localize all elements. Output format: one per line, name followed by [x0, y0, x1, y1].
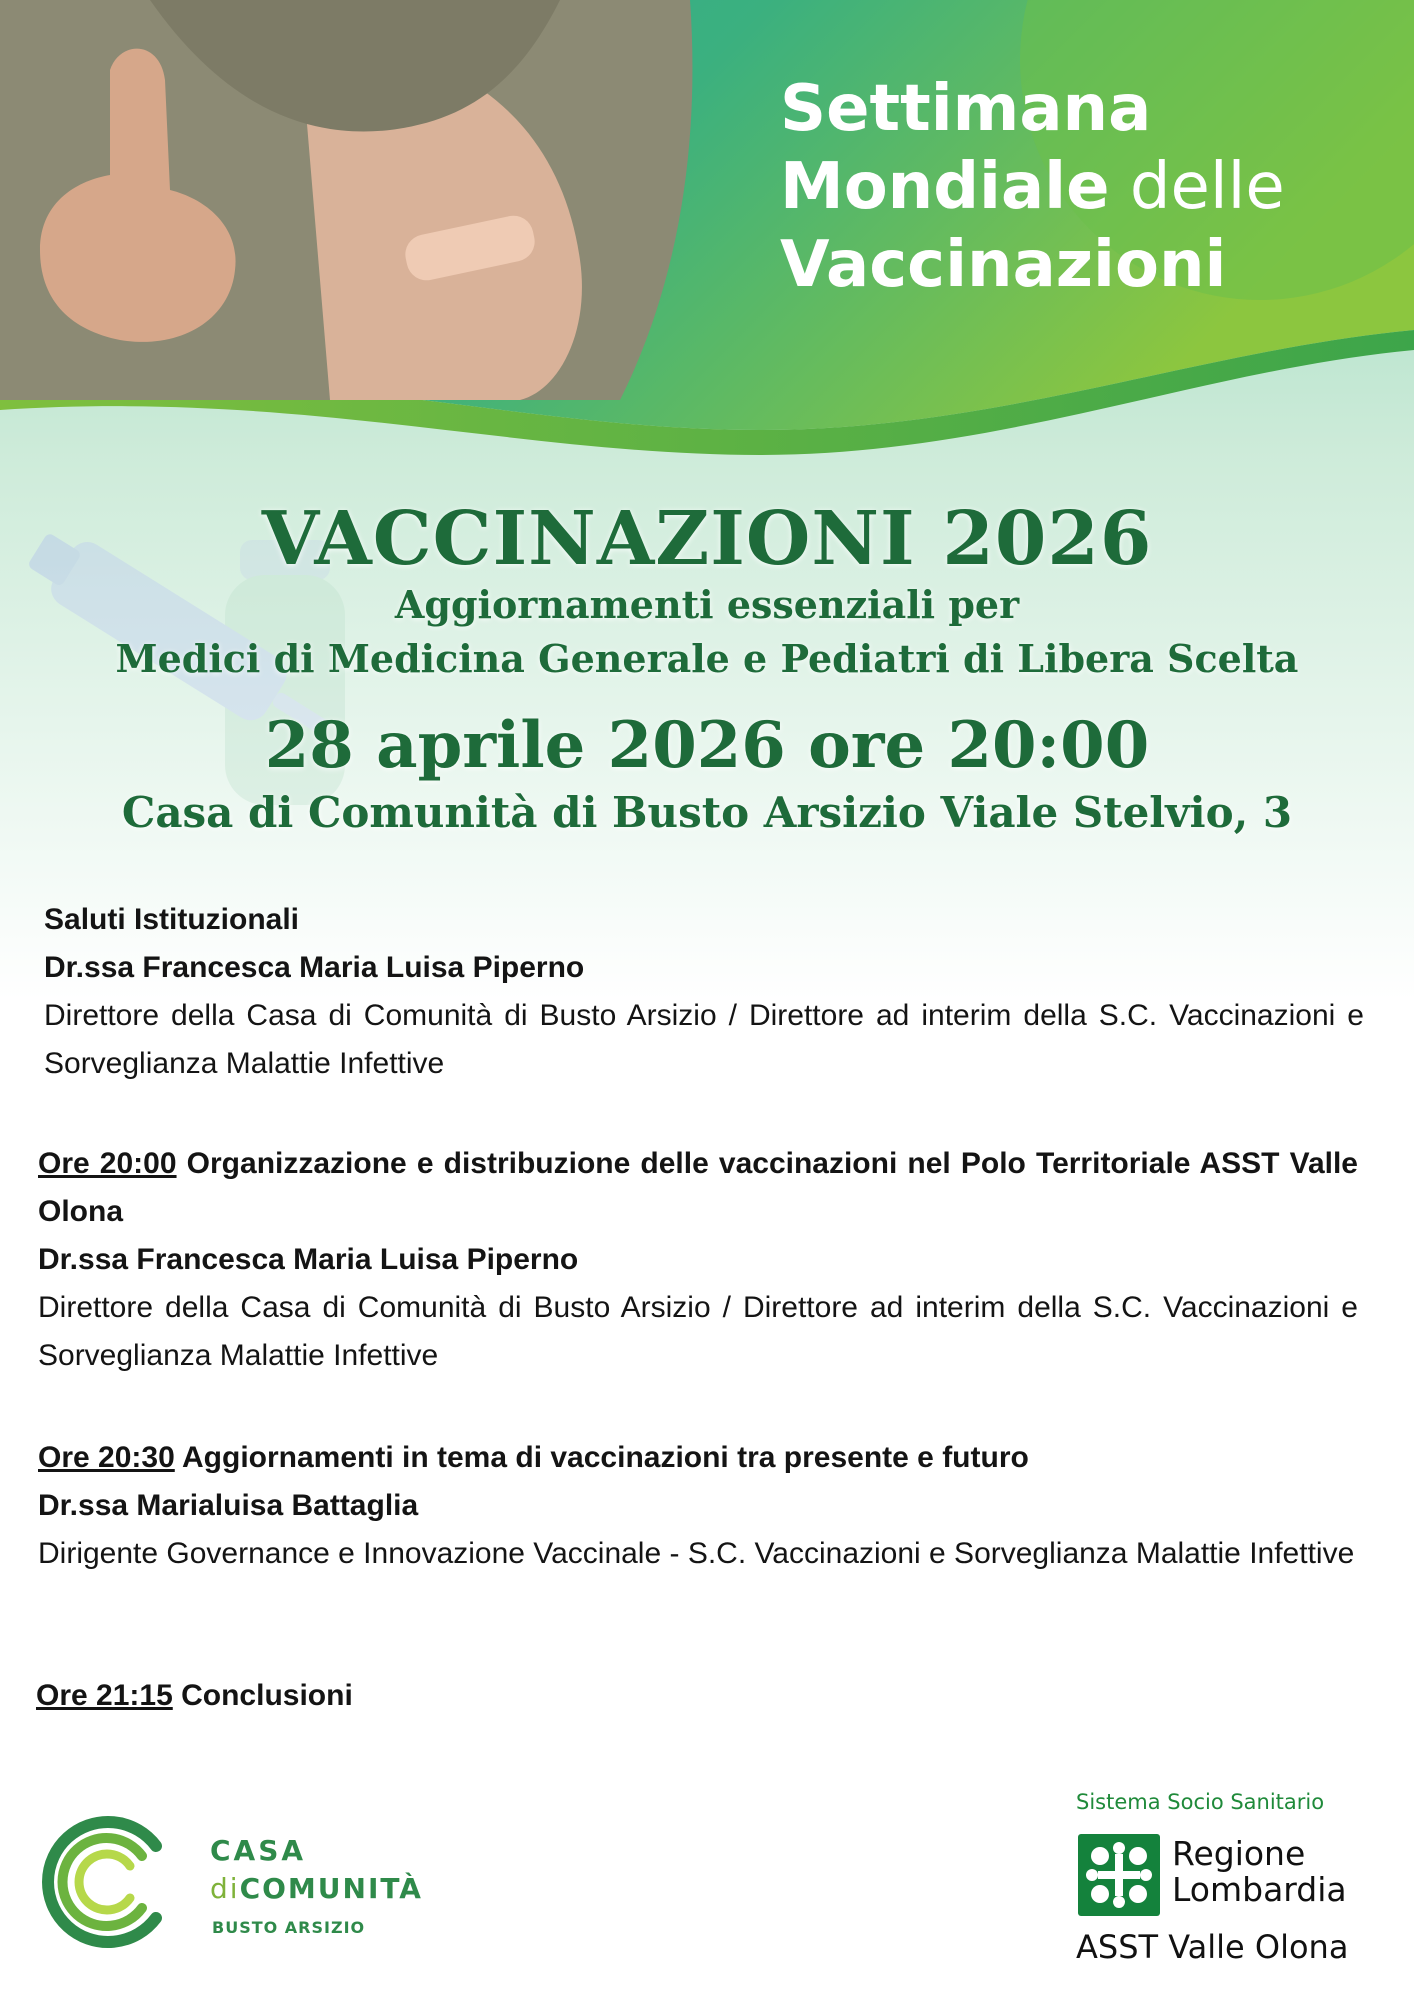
- event-date: 28 aprile 2026 ore 20:00: [264, 708, 1150, 783]
- item1-heading: [38, 1140, 1358, 1236]
- event-location: Casa di Comunità di Busto Arsizio Viale Stelvio, 3: [121, 788, 1293, 837]
- program-item-1: [38, 1140, 1358, 1380]
- item2-speaker-role: Dirigente Governance e Innovazione Vaccinale - S.C. Vaccinazioni e Sorveglianza Malattie Infettive: [38, 1537, 1355, 1570]
- campaign-title: [780, 70, 1285, 304]
- campaign-title-line1: Settimana: [780, 72, 1152, 146]
- item2-heading: [38, 1434, 1358, 1482]
- item2-speaker: Dr.ssa Marialuisa Battaglia: [38, 1489, 419, 1522]
- regione-name: [1172, 1836, 1347, 1908]
- casa-di-comunita-logo: [38, 1812, 423, 1952]
- item1-time: Ore 20:00: [38, 1147, 177, 1180]
- rosa-camuna-icon: [1078, 1834, 1160, 1916]
- regione-name-line2: Lombardia: [1172, 1870, 1347, 1909]
- item1-speaker-role: Direttore della Casa di Comunità di Busto Arsizio / Direttore ad interim della S.C. Vaccinazioni e Sorveglianza Malattie Infettive: [38, 1291, 1358, 1372]
- item3-topic: Conclusioni: [181, 1679, 353, 1712]
- item2-topic: Aggiornamenti in tema di vaccinazioni tra presente e futuro: [182, 1441, 1029, 1474]
- item1-speaker: Dr.ssa Francesca Maria Luisa Piperno: [38, 1243, 579, 1276]
- event-title: VACCINAZIONI 2026: [261, 496, 1153, 582]
- campaign-title-line3: Vaccinazioni: [780, 228, 1227, 302]
- intro-heading: Saluti Istituzionali: [44, 903, 300, 936]
- casa-logo-line2: [210, 1872, 423, 1905]
- asst-name: ASST Valle Olona: [1076, 1928, 1349, 1966]
- program-item-3: [36, 1672, 1356, 1720]
- regione-tagline: Sistema Socio Sanitario: [1076, 1790, 1325, 1814]
- campaign-title-line2: [780, 148, 1285, 226]
- vaccinated-arm-photo: [0, 0, 720, 400]
- intro-speaker: Dr.ssa Francesca Maria Luisa Piperno: [44, 951, 585, 984]
- program-item-2: [38, 1434, 1358, 1578]
- casa-logo-mark-icon: [38, 1812, 178, 1952]
- regione-name-line1: Regione: [1172, 1834, 1306, 1873]
- item3-heading: [36, 1672, 1356, 1720]
- casa-logo-comunita: COMUNITÀ: [239, 1872, 423, 1905]
- casa-logo-di: di: [210, 1872, 240, 1905]
- program-intro: [44, 896, 1364, 1088]
- intro-speaker-role: Direttore della Casa di Comunità di Busto Arsizio / Direttore ad interim della S.C. Vaccinazioni e Sorveglianza Malattie Infettive: [44, 999, 1364, 1080]
- casa-logo-line1: CASA: [210, 1834, 307, 1867]
- campaign-title-line2-rest: delle: [1109, 150, 1285, 224]
- campaign-title-line2-bold: Mondiale: [780, 150, 1110, 224]
- item3-time: Ore 21:15: [36, 1679, 173, 1712]
- item2-time: Ore 20:30: [38, 1441, 175, 1474]
- event-subtitle-line1: Aggiornamenti essenziali per: [394, 582, 1020, 627]
- event-subtitle-line2: Medici di Medicina Generale e Pediatri di Libera Scelta: [115, 636, 1299, 681]
- item1-topic: Organizzazione e distribuzione delle vaccinazioni nel Polo Territoriale ASST Valle Olona: [38, 1147, 1358, 1228]
- casa-logo-city: BUSTO ARSIZIO: [212, 1918, 366, 1937]
- regione-lombardia-logo: [1076, 1790, 1396, 1970]
